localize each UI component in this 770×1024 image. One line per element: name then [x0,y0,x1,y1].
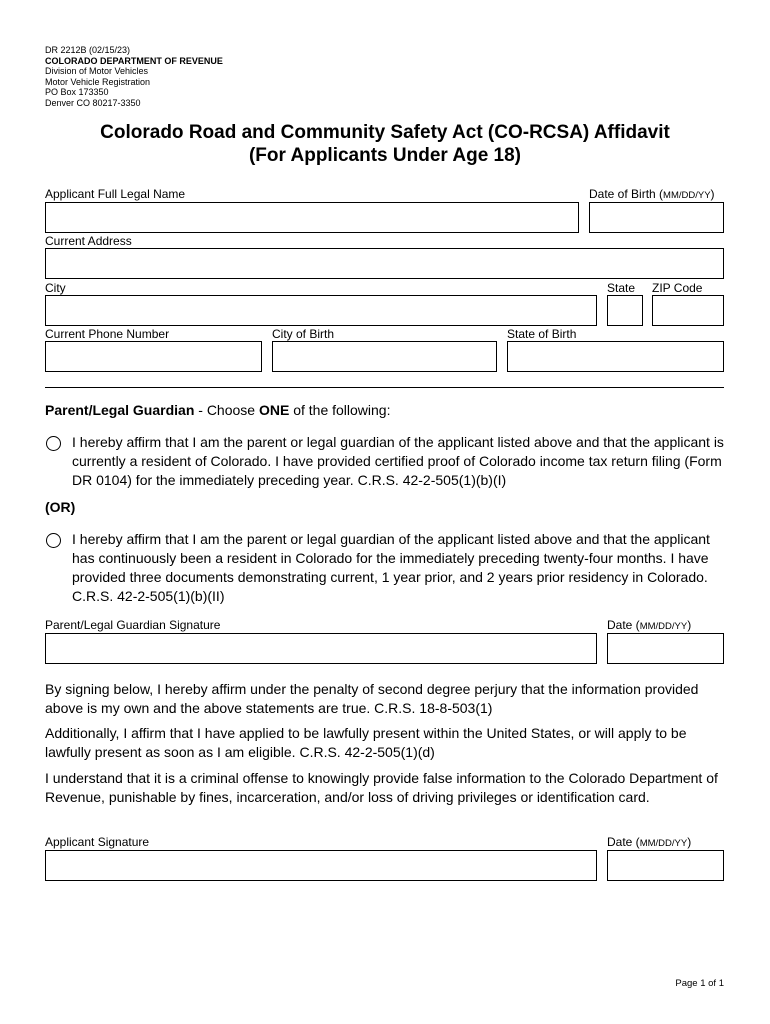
section-name: Motor Vehicle Registration [45,76,151,87]
option-2-text: I hereby affirm that I am the parent or legal guardian of the applicant listed above and that the applicant has continuously been a resident in Colorado for the immediately preceding twenty-four months. I have provided three documents demonstrating current, 1 year prior, and 2 years prior residency in Colorado. C.R.S. 42-2-505(1)(b)(II) [72,531,710,604]
city-of-birth-field[interactable] [272,341,497,372]
guardian-date-label: Date (MM/DD/YY) [607,618,692,632]
full-name-field[interactable] [45,202,579,233]
title-line-1: Colorado Road and Community Safety Act (CO-RCSA) Affidavit [100,122,670,143]
city-of-birth-label: City of Birth [272,327,335,341]
page-number: Page 1 of 1 [675,978,724,989]
zip-field[interactable] [652,295,724,326]
state-field[interactable] [607,295,643,326]
city-field[interactable] [45,295,597,326]
address-label: Current Address [45,234,132,248]
guardian-date-field[interactable] [607,633,724,664]
state-label: State [607,281,636,295]
or-label: (OR) [45,499,76,515]
address-field[interactable] [45,248,724,279]
department-name: COLORADO DEPARTMENT OF REVENUE [45,55,223,66]
city-label: City [45,281,66,295]
dob-label: Date of Birth (MM/DD/YY) [589,187,715,201]
section-divider [45,387,724,388]
guardian-signature-label: Parent/Legal Guardian Signature [45,618,221,632]
title-line-2: (For Applicants Under Age 18) [248,145,521,166]
form-header [45,45,223,108]
option-1-text: I hereby affirm that I am the parent or legal guardian of the applicant listed above and that the applicant is currently a resident of Colorado. I have provided certified proof of Colorado income tax return filing (Form DR 0104) for the immediately preceding year. C.R.S. 42-2-505(1)(b)(I) [72,434,724,488]
phone-field[interactable] [45,341,262,372]
perjury-statement: By signing below, I hereby affirm under the penalty of second degree perjury that the information provided above is my own and the above statements are true. C.R.S. 18-8-503(1) [45,681,699,716]
division-name: Division of Motor Vehicles [45,66,149,76]
state-of-birth-field[interactable] [507,341,724,372]
po-box: PO Box 173350 [45,87,109,97]
applicant-date-field[interactable] [607,850,724,881]
phone-label: Current Phone Number [45,327,170,341]
full-name-label: Applicant Full Legal Name [45,187,186,201]
form-number: DR 2212B (02/15/23) [45,45,131,55]
applicant-date-label: Date (MM/DD/YY) [607,835,692,849]
lawful-presence-statement: Additionally, I affirm that I have applied to be lawfully present within the United States, or will apply to be lawfully present as soon as I am eligible. C.R.S. 42-2-505(1)(d) [45,725,687,760]
form-title [0,121,770,167]
option-2-radio[interactable] [46,533,61,548]
guardian-heading: Parent/Legal Guardian - Choose ONE of the following: [45,402,391,418]
applicant-signature-field[interactable] [45,850,597,881]
criminal-offense-statement: I understand that it is a criminal offense to knowingly provide false information to the Colorado Department of Revenue, punishable by fines, incarceration, and/or loss of driving privileges or identification card. [45,770,718,805]
applicant-signature-label: Applicant Signature [45,835,150,849]
city-zip: Denver CO 80217-3350 [45,97,141,108]
dob-field[interactable] [589,202,724,233]
zip-label: ZIP Code [652,281,703,295]
state-of-birth-label: State of Birth [507,327,577,341]
option-1-radio[interactable] [46,436,61,451]
guardian-signature-field[interactable] [45,633,597,664]
